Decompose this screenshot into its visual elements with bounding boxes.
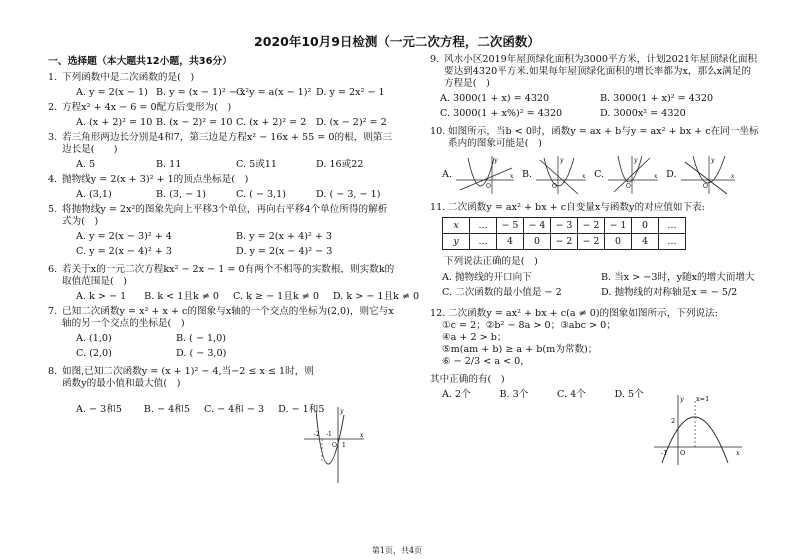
question-text: 将抛物线y = 2x²的图象先向上平移3个单位，再向右平移4个单位所得的解析式为( ) [62, 204, 388, 228]
question-text: 二次函数y = ax² + bx + c(a ≠ 0)的图象如图所示，下列说法: [448, 307, 718, 319]
option-c[interactable]: C. 4个 [557, 388, 586, 400]
option-d[interactable]: D. k > − 1且k ≠ 0 [332, 291, 420, 302]
question-text: 方程x² + 4x − 6 = 0配方后变形为( ) [62, 102, 232, 114]
question-10 [430, 126, 760, 196]
label-1: 1 [342, 442, 346, 449]
option-label: B. [521, 168, 533, 180]
question-text: 如图所示，当b < 0时，函数y = ax + b与y = ax² + bx + c在同一坐标系内的图象可能是( ) [448, 125, 759, 149]
table-cell: − 2 [578, 233, 605, 249]
svg-text:x: x [730, 172, 734, 180]
option-a[interactable]: A. 3000(1 + x) = 4320 [440, 92, 550, 104]
question-number: 5. [48, 204, 58, 216]
question-number: 10. [430, 125, 446, 137]
option-a[interactable]: A. 5 [76, 159, 96, 171]
svg-text:y: y [710, 156, 714, 164]
svg-text:x: x [509, 172, 514, 180]
right-column [430, 54, 760, 404]
question-text: 下列函数中是二次函数的是( ) [62, 72, 195, 84]
left-column [48, 54, 420, 419]
graph-b-icon [534, 154, 588, 196]
option-a[interactable]: A. y = 2(x − 1) [76, 87, 148, 99]
option-a[interactable] [442, 154, 516, 196]
graph-d-icon [679, 154, 737, 196]
question-1 [48, 72, 396, 99]
option-a[interactable]: A. 2个 [442, 388, 471, 400]
table-cell: 4 [497, 233, 524, 249]
page-footer: 第1页，共4页 [371, 546, 423, 555]
question-6 [48, 264, 420, 303]
option-a[interactable]: A. (x + 2)² = 10 [76, 117, 153, 129]
q12-parabola-figure [652, 393, 744, 467]
table-cell: ... [659, 217, 686, 233]
question-number: 1. [48, 72, 58, 84]
label-neg1: -1 [326, 431, 332, 438]
question-2 [48, 102, 396, 129]
question-text: 如图,已知二次函数y = (x + 1)² − 4,当−2 ≤ x ≤ 1时，则函数y的最小值和最大值( ) [62, 365, 314, 389]
question-text: 风水小区2019年屋顶绿化面积为3000平方米，计划2021年屋顶绿化面积要达到4320平方米.如果每年屋顶绿化面积的增长率都为x，那么x满足的方程是( ) [444, 54, 758, 89]
table-row [443, 233, 686, 249]
option-c[interactable]: C. y = a(x − 1)² [236, 87, 312, 99]
option-b[interactable]: B. 11 [156, 159, 182, 171]
question-number: 3. [48, 132, 58, 144]
value-table [442, 217, 686, 250]
option-c[interactable]: C. k ≥ − 1且k ≠ 0 [233, 291, 319, 302]
q8-parabola-figure [302, 405, 368, 485]
option-label: D. [666, 168, 677, 180]
option-c[interactable]: C. (2,0) [76, 347, 112, 359]
table-cell: − 4 [524, 217, 551, 233]
svg-text:x: x [654, 172, 658, 180]
table-cell: ... [470, 217, 497, 233]
table-cell: ... [470, 233, 497, 249]
option-d[interactable]: D. (x − 2)² = 2 [316, 117, 387, 129]
label-x: x [360, 432, 364, 439]
option-a[interactable]: A. k > − 1 [76, 291, 127, 302]
label-2: 2 [671, 417, 676, 425]
question-number: 9. [430, 54, 440, 65]
label-y: y [340, 408, 344, 415]
table-cell: y [443, 233, 470, 249]
option-d[interactable]: D. 3000x² = 4320 [600, 107, 686, 119]
option-c[interactable]: C. (x + 2)² = 2 [236, 117, 307, 129]
option-d[interactable] [666, 154, 736, 196]
svg-text:x: x [582, 172, 586, 180]
option-c[interactable]: C. y = 2(x − 4)² + 3 [76, 246, 172, 258]
question-number: 8. [48, 365, 58, 377]
statement-item: ①c = 2；②b² − 8a > 0；③abc > 0； [442, 319, 616, 331]
question-number: 7. [48, 305, 58, 317]
option-a[interactable]: A. (3,1) [76, 189, 112, 201]
q10-graph-options [442, 154, 760, 196]
option-c[interactable] [594, 154, 660, 196]
question-5 [48, 204, 396, 261]
label-x: x [736, 449, 740, 457]
option-b[interactable]: B. (3, − 1) [156, 189, 207, 201]
option-a[interactable]: A. − 3和5 [76, 403, 122, 415]
table-cell: 0 [605, 233, 632, 249]
label-origin: O [680, 449, 686, 457]
option-d[interactable]: D. 16或22 [316, 159, 364, 171]
question-prompt: 其中正确的有( ) [430, 373, 505, 385]
page-title: 2020年10月9日检测（一元二次方程，二次函数） [254, 34, 540, 49]
option-b[interactable]: B. (x − 2)² = 10 [156, 117, 233, 129]
table-cell: ... [659, 233, 686, 249]
svg-text:O: O [626, 182, 632, 190]
table-row [443, 217, 686, 233]
section-heading: 一、选择题（本大题共12小题，共36分） [48, 56, 233, 67]
svg-text:O: O [552, 182, 558, 190]
statement-item: ⑤m(am + b) ≥ a + b(m为常数)； [442, 343, 598, 355]
option-d[interactable]: D. 5个 [614, 388, 644, 400]
option-b[interactable]: B. y = (x − 1)² − x² [156, 87, 250, 99]
option-b[interactable]: B. 3000(1 + x)² = 4320 [600, 92, 714, 104]
table-cell: − 1 [605, 217, 632, 233]
label-neg1: -1 [661, 449, 668, 457]
option-a[interactable]: A. y = 2(x − 3)² + 4 [76, 231, 172, 243]
table-cell: − 5 [497, 217, 524, 233]
option-label: C. [594, 168, 605, 180]
table-cell: − 3 [551, 217, 578, 233]
option-d[interactable]: D. 抛物线的对称轴是x = − 5/2 [601, 286, 738, 298]
table-cell: 4 [632, 233, 659, 249]
option-c[interactable]: C. ( − 3,1) [236, 189, 286, 201]
option-label: A. [442, 168, 452, 180]
svg-text:y: y [560, 156, 564, 164]
question-text: 若关于x的一元二次方程kx² − 2x − 1 = 0有两个不相等的实数根，则实数k的取值范围是( ) [62, 264, 395, 288]
svg-text:O: O [702, 182, 708, 190]
option-d[interactable]: D. ( − 3,0) [176, 347, 227, 359]
question-12 [430, 308, 760, 401]
question-text: 二次函数y = ax² + bx + c自变量x与函数y的对应值如下表: [448, 201, 705, 213]
question-number: 6. [48, 264, 58, 276]
label-y: y [680, 395, 684, 403]
label-origin: O [332, 442, 337, 449]
option-a[interactable]: A. (1,0) [76, 332, 112, 344]
question-number: 11. [430, 201, 446, 213]
question-3 [48, 132, 396, 171]
svg-text:y: y [493, 156, 498, 164]
statement-item: ⑥ − 2/3 < a < 0， [442, 355, 530, 367]
table-cell: 0 [632, 217, 659, 233]
question-text: 抛物线y = 2(x + 3)² + 1的顶点坐标是( ) [62, 174, 249, 186]
option-b[interactable]: B. − 4和5 [143, 403, 190, 415]
question-number: 12. [430, 307, 446, 319]
question-text: 若三角形两边长分别是4和7，第三边是方程x² − 16x + 55 = 0的根，则第三边长是( ) [62, 132, 393, 156]
question-text: 已知二次函数y = x² + x + c的图象与x轴的一个交点的坐标为(2,0)，则它与x轴的另一个交点的坐标是( ) [62, 305, 394, 329]
option-d[interactable]: D. y = 2x² − 1 [316, 87, 385, 99]
option-c[interactable]: C. 二次函数的最小值是 − 2 [442, 286, 562, 298]
option-c[interactable]: C. 5或11 [236, 159, 278, 171]
table-cell: − 2 [551, 233, 578, 249]
question-number: 2. [48, 102, 58, 114]
question-9 [430, 54, 760, 123]
table-cell: 0 [524, 233, 551, 249]
statement-item: ④a + 2 > b； [442, 331, 507, 343]
option-b[interactable]: B. y = 2(x + 4)² + 3 [236, 231, 333, 243]
option-c[interactable]: C. 3000(1 + x%)² = 4320 [440, 107, 563, 119]
question-11 [430, 202, 760, 302]
option-b[interactable] [522, 154, 588, 196]
label-symmetry: x=1 [696, 395, 710, 403]
option-d[interactable]: D. y = 2(x − 4)² − 3 [236, 246, 333, 258]
question-4 [48, 174, 396, 201]
table-cell: − 2 [578, 217, 605, 233]
option-b[interactable]: B. ( − 1,0) [176, 332, 227, 344]
option-d[interactable]: D. − 1和5 [278, 403, 325, 415]
table-cell: x [443, 217, 470, 233]
question-number: 4. [48, 174, 58, 186]
option-a[interactable]: A. 抛物线的开口向下 [442, 271, 532, 283]
graph-c-icon [606, 154, 660, 196]
question-prompt: 下列说法正确的是( ) [444, 255, 538, 267]
svg-text:y: y [634, 156, 638, 164]
option-b[interactable]: B. k < 1且k ≠ 0 [144, 291, 220, 302]
option-b[interactable]: B. 3个 [499, 388, 529, 400]
label-neg2: -2 [314, 431, 320, 438]
option-d[interactable]: D. ( − 3, − 1) [316, 189, 381, 201]
svg-text:O: O [485, 182, 491, 190]
option-b[interactable]: B. 当x > −3时，y随x的增大而增大 [601, 271, 755, 283]
question-7 [48, 306, 396, 363]
graph-a-icon [454, 154, 516, 196]
option-c[interactable]: C. − 4和 − 3 [203, 403, 265, 415]
